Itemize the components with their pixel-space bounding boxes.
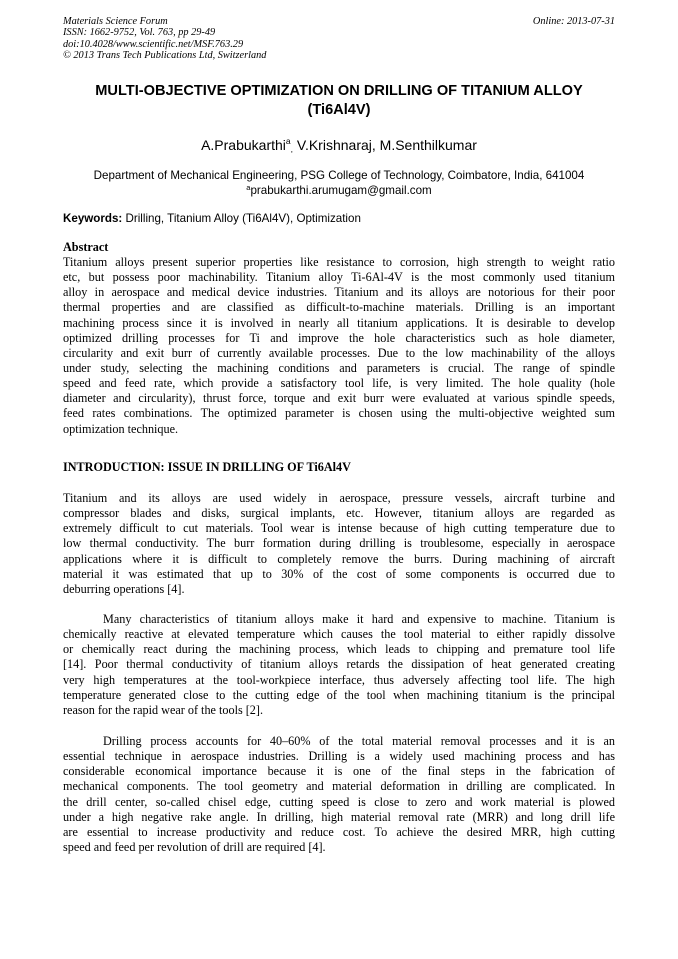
paragraph-line: the drill center, so-called chisel edge, cutting speed is close to zero and work material is plowed [63,794,615,809]
author-1-affiliation-mark: a [285,136,291,146]
journal-header [63,16,615,62]
doi-line: doi:10.4028/www.scientific.net/MSF.763.29 [63,38,244,50]
paragraph-line: applications where it is difficult to completely remove the burrs. During machining of aircraft [63,551,615,566]
paragraph-line: material it was estimated that up to 30% of the cost of some components is occurred due to [63,566,615,581]
abstract-line: alloy in aerospace and medical device industries. Titanium and its alloys are notorious for their poor [63,285,615,300]
abstract-line: speed and feed rate, which provide a satisfactory tool life, is very limited. The hole quality (hole [63,376,615,391]
paragraph-line: [14]. Poor thermal conductivity of titanium alloys retards the dissipation of heat generated creating [63,657,615,672]
journal-name: Materials Science Forum [63,16,168,27]
paragraph-line: speed and feed per revolution of drill are required [4]. [63,839,326,854]
paragraph-line: chemically reactive at elevated temperature which causes the tool material to either rapidly dissolve [63,627,615,642]
paragraph-line: low thermal conductivity. The burr formation during drilling is troublesome, especially in aerospace [63,536,615,551]
abstract-line: etc, but possess poor machinability. Titanium alloy Ti-6Al-4V is the most commonly used titanium [63,270,615,285]
abstract-line: circularity and exit burr of currently available processes. Due to the low machinability of the alloys [63,345,615,360]
intro-paragraph-3 [63,734,615,855]
title-line-1: MULTI-OBJECTIVE OPTIMIZATION ON DRILLING OF TITANIUM ALLOY [95,83,583,99]
copyright-line: © 2013 Trans Tech Publications Ltd, Switzerland [63,50,267,62]
author-separator: , [290,144,294,154]
email-mark: a [246,183,251,192]
affiliation [40,168,638,198]
keywords-label: Keywords: [63,212,123,225]
paragraph-line: considerable economical importance because it is one of the final steps in the fabrication of [63,764,615,779]
abstract-line: diameter and circularity), thrust force, torque and exit burr were evaluated at various spindle speeds, [63,391,615,406]
paragraph-line: temperature generated close to the cutting edge of the tool when machining titanium is the principal [63,687,615,702]
paragraph-line: mechanical components. The tool geometry and material deformation in drilling are complicated. In [63,779,615,794]
paragraph-line: essential technique in aerospace industries. Drilling is a widely used machining process and has [63,749,615,764]
other-authors: V.Krishnaraj, M.Senthilkumar [293,137,477,153]
keywords-text: Drilling, Titanium Alloy (Ti6Al4V), Optimization [122,212,361,225]
paragraph-line: Titanium and its alloys are used widely in aerospace, pressure vessels, aircraft turbine and [63,491,615,505]
abstract-heading: Abstract [63,240,109,254]
introduction-heading: INTRODUCTION: ISSUE IN DRILLING OF Ti6Al4V [63,460,351,474]
title-line-2: (Ti6Al4V) [307,102,371,118]
author-list [40,136,638,154]
paragraph-line: extremely difficult to cut materials. Tool wear is intense because of high cutting temperature due to [63,521,615,536]
abstract-line: Titanium alloys present superior properties like resistance to corrosion, high strength to weight ratio [63,255,615,269]
paper-title [40,82,638,120]
email-line [40,183,638,198]
paragraph-line: very high temperatures at the tool-workpiece interface, thus adversely affecting tool life. The high [63,672,615,687]
abstract-line: under study, selecting the machining conditions and parameters is crucial. The range of spindle [63,360,615,375]
paragraph-line: deburring operations [4]. [63,581,185,596]
abstract-line: thermal properties and are classified as difficult-to-machine materials. Drilling is an important [63,300,615,315]
abstract-line: optimized drilling processes for Ti and improve the hole characteristics such as hole diameter, [63,330,615,345]
author-1: A.Prabukarthi [201,137,286,153]
abstract-line: machining process since it is involved in nearly all titanium applications. It is desirable to develop [63,315,615,330]
paragraph-line: compressor blades and disks, surgical implants, etc. However, titanium alloys are regarded as [63,506,615,521]
paragraph-line: are essential to increase productivity and reduce cost. To achieve the desired MRR, high cutting [63,824,615,839]
affiliation-line: Department of Mechanical Engineering, PSG College of Technology, Coimbatore, India, 641004 [93,169,585,182]
paragraph-line: or chemically react during the machining process, which leads to chipping and premature tool life [63,642,615,657]
paragraph-line: Drilling process accounts for 40–60% of the total material removal processes and it is an [103,734,615,748]
author-email: prabukarthi.arumugam@gmail.com [250,184,432,197]
abstract-line: feed rates combinations. The optimized parameter is chosen using the multi-objective weighted sum [63,406,615,421]
keywords [63,211,615,226]
paragraph-line: Many characteristics of titanium alloys make it hard and expensive to machine. Titanium is [103,612,615,626]
abstract-body [63,255,615,437]
online-date: Online: 2013-07-31 [532,16,615,27]
intro-paragraph-1 [63,491,615,597]
issn-line: ISSN: 1662-9752, Vol. 763, pp 29-49 [63,27,216,39]
paragraph-line: under a high negative rake angle. In drilling, high material removal rate (MRR) and long drill life [63,809,615,824]
paragraph-line: reason for the rapid wear of the tools [2]. [63,702,264,717]
intro-paragraph-2 [63,612,615,718]
abstract-line: optimization technique. [63,421,179,436]
